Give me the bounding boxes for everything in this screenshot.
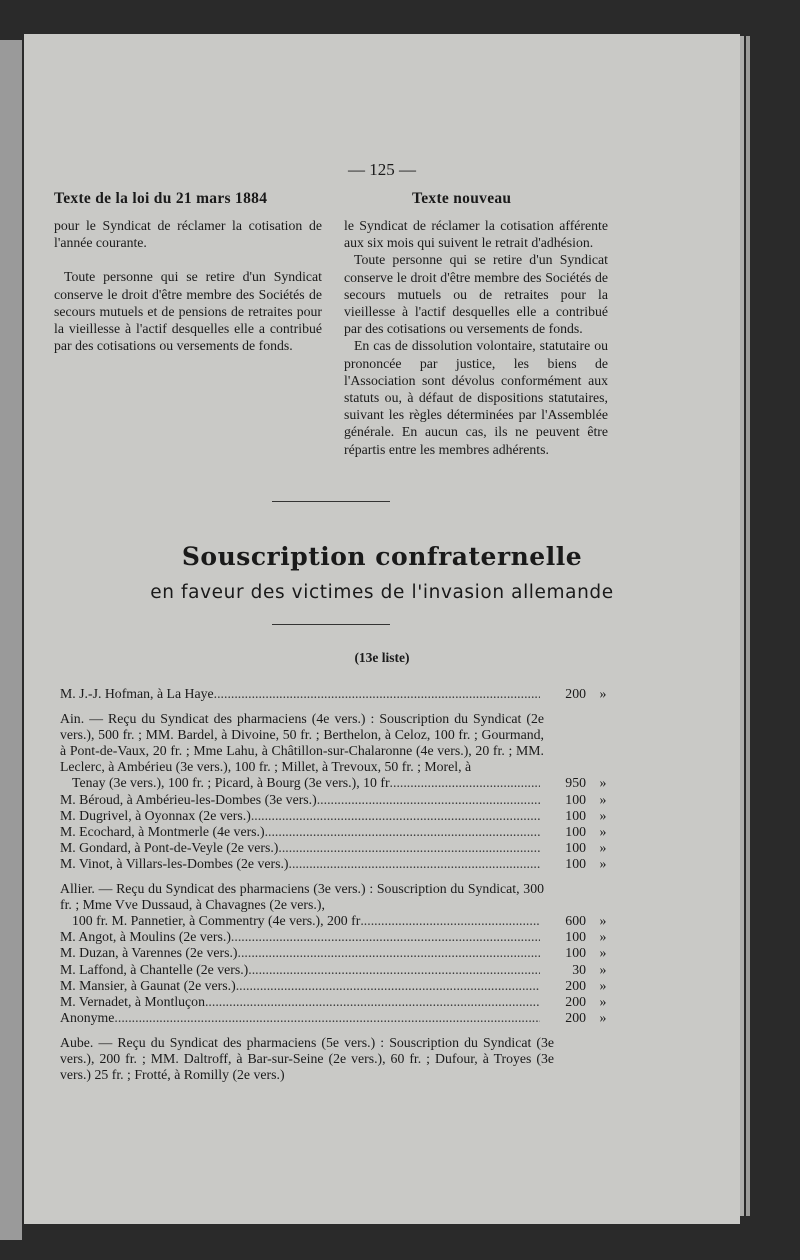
subscription-list xyxy=(60,686,620,1083)
list-item: M. Gondard, à Pont-de-Veyle (2e vers.) ..... 100 » xyxy=(60,840,620,856)
amount: 100 xyxy=(565,945,586,961)
amount: 200 xyxy=(565,993,586,1009)
amount: 100 xyxy=(565,807,586,823)
right-paragraph: En cas de dissolution volontaire, statutaire ou prononcée par justice, les biens de l'Association sont dévolus conformément aux statuts ou, à défaut de dispositions statutaires, suivant les règles déterminées par l'Assemblée générale. En aucun cas, ils ne peuvent être répartis entre les membres adhérents. xyxy=(344,338,608,457)
amount: 200 xyxy=(565,977,586,993)
list-item: M. Dugrivel, à Oyonnax (2e vers.) ..... 100 » xyxy=(60,808,620,824)
amount: 200 xyxy=(565,686,586,701)
list-item: M. Béroud, à Ambérieu-les-Dombes (3e vers.) ..... 100 » xyxy=(60,792,620,808)
list-label: (13e liste) xyxy=(354,650,410,665)
amount: 100 xyxy=(565,855,586,871)
list-item: 100 fr. M. Pannetier, à Commentry (4e vers.), 200 fr ..... 600 » xyxy=(60,913,620,929)
section-subtitle: en faveur des victimes de l'invasion allemande xyxy=(150,582,614,603)
list-item: M. Ecochard, à Montmerle (4e vers.) ..... 100 » xyxy=(60,824,620,840)
left-page-edge xyxy=(0,40,22,1240)
amount: 950 xyxy=(565,775,586,791)
amount: 100 xyxy=(565,839,586,855)
amount: 100 xyxy=(565,823,586,839)
left-paragraph: Toute personne qui se retire d'un Syndicat conserve le droit d'être membre des Sociétés de secours mutuels et de pensions de retraites pour la vieillesse à l'actif desquelles elle a contribué par des cotisations ou versements de fonds. xyxy=(54,269,322,354)
page-edge xyxy=(740,36,744,1216)
list-item: M. Vernadet, à Montluçon ..... 200 » xyxy=(60,994,620,1010)
left-column xyxy=(54,217,322,354)
aube-paragraph: Aube. — Reçu du Syndicat des pharmaciens (5e vers.) : Souscription du Syndicat (3e vers.), 200 fr. ; MM. Daltroff, à Bar-sur-Seine (2e vers.), 60 fr. ; Dufour, à Troyes (3e vers.) 25 fr. ; Frotté, à Romilly (2e vers.) xyxy=(60,1034,554,1083)
right-paragraph: le Syndicat de réclamer la cotisation afférente aux six mois qui suivent le retrait d'adhésion. xyxy=(344,218,608,251)
page-edge xyxy=(746,36,750,1216)
amount: 200 xyxy=(565,1009,586,1025)
section-title: Souscription confraternelle xyxy=(181,542,583,571)
page-number: — 125 — xyxy=(348,160,416,179)
left-column-heading: Texte de la loi du 21 mars 1884 xyxy=(54,190,268,207)
book-page xyxy=(24,34,740,1224)
list-item: Tenay (3e vers.), 100 fr. ; Picard, à Bourg (3e vers.), 10 fr ..... 950 » xyxy=(60,775,620,791)
right-column xyxy=(344,217,608,458)
right-column-heading: Texte nouveau xyxy=(412,190,512,207)
amount: 30 xyxy=(572,961,586,977)
list-item: M. Angot, à Moulins (2e vers.) ..... 100 » xyxy=(60,929,620,945)
list-item: M. Vinot, à Villars-les-Dombes (2e vers.) ..... 100 » xyxy=(60,856,620,872)
left-paragraph: pour le Syndicat de réclamer la cotisation de l'année courante. xyxy=(54,218,322,251)
list-item: M. J.-J. Hofman, à La Haye ..... 200 » xyxy=(60,686,620,702)
list-item: M. Duzan, à Varennes (2e vers.) ..... 100 » xyxy=(60,945,620,961)
amount: 100 xyxy=(565,791,586,807)
ain-paragraph: Ain. — Reçu du Syndicat des pharmaciens (4e vers.) : Souscription du Syndicat (2e vers.), 500 fr. ; MM. Bardel, à Divoine, 50 fr. ; Berthelon, à Celoz, 100 fr. ; Gourmand, à Pont-de-Vaux, 20 fr. ; Mme Lahu, à Châtillon-sur-Chalaronne (4e vers.), 20 fr. ; MM. Leclerc, à Ambérieu (3e vers.), 100 fr. ; Millet, à Trevoux, 50 fr. ; Morel, à xyxy=(60,711,544,775)
allier-paragraph: Allier. — Reçu du Syndicat des pharmaciens (3e vers.) : Souscription du Syndicat, 300 fr. ; Mme Vve Dussaud, à Chavagnes (2e vers.), xyxy=(60,881,544,913)
right-paragraph: Toute personne qui se retire d'un Syndicat conserve le droit d'être membre des Sociétés de secours mutuels ou de retraites pour la vieillesse à l'actif desquelles elle a contribué par des cotisations ou versements de fonds. xyxy=(344,252,608,337)
list-item: M. Laffond, à Chantelle (2e vers.) ..... 30 » xyxy=(60,962,620,978)
amount: 100 xyxy=(565,929,586,945)
list-item: M. Mansier, à Gaunat (2e vers.) ..... 200 » xyxy=(60,978,620,994)
separator-rule xyxy=(272,501,390,502)
separator-rule xyxy=(272,624,390,625)
amount: 600 xyxy=(565,913,586,929)
list-item: Anonyme ..... 200 » xyxy=(60,1010,620,1026)
